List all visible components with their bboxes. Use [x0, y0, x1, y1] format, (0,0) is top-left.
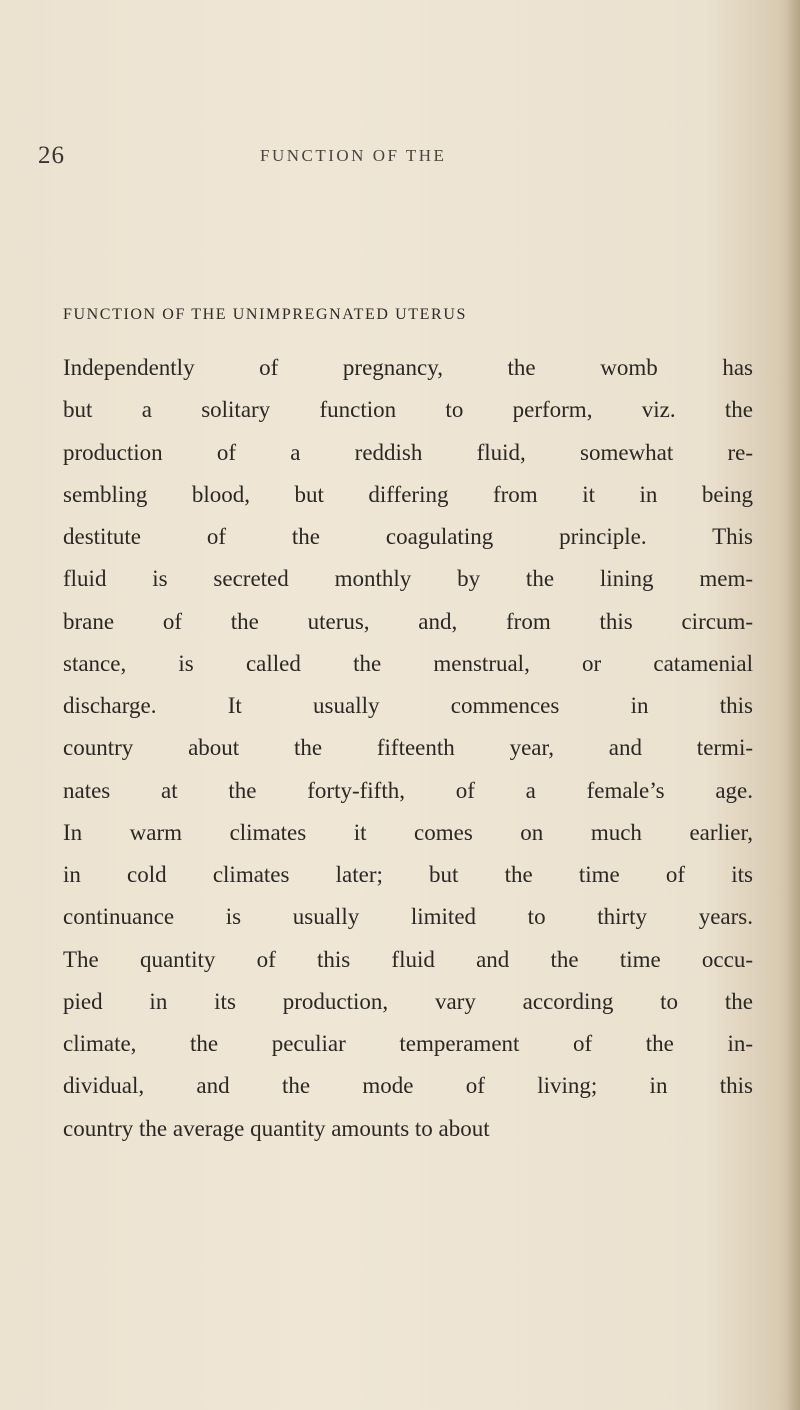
text-line: country the average quantity amounts to about [63, 1115, 490, 1141]
text-line: fluid is secreted monthly by the lining mem- [63, 566, 753, 592]
text-line: discharge. It usually commences in this [63, 693, 753, 718]
text-line: production of a reddish fluid, somewhat re- [63, 439, 753, 465]
text-line: In warm climates it comes on much earlier, [63, 819, 753, 845]
text-line: in cold climates later; but the time of its [63, 862, 753, 887]
text-line: country about the fifteenth year, and termi- [63, 735, 753, 761]
text-line: destitute of the coagulating principle. This [63, 524, 753, 549]
page-number: 26 [38, 142, 65, 169]
text-line: stance, is called the menstrual, or catamenial [63, 650, 753, 676]
text-line: dividual, and the mode of living; in this [63, 1073, 753, 1099]
text-line: continuance is usually limited to thirty years. [63, 904, 753, 930]
text-line: pied in its production, vary according to the [63, 988, 753, 1014]
text-line: sembling blood, but differing from it in being [63, 481, 753, 507]
body-paragraph [63, 347, 753, 1150]
running-head: FUNCTION OF THE [260, 146, 447, 165]
text-line: nates at the forty-fifth, of a female’s age. [63, 777, 753, 803]
text-line: brane of the uterus, and, from this circum- [63, 608, 753, 634]
text-line: The quantity of this fluid and the time occu- [63, 946, 753, 972]
section-title: FUNCTION OF THE UNIMPREGNATED UTERUS [63, 306, 467, 323]
page-edge-shadow [786, 0, 800, 1410]
text-line: Independently of pregnancy, the womb has [63, 355, 753, 380]
text-line: climate, the peculiar temperament of the in- [63, 1031, 753, 1056]
text-line: but a solitary function to perform, viz. the [63, 397, 753, 423]
